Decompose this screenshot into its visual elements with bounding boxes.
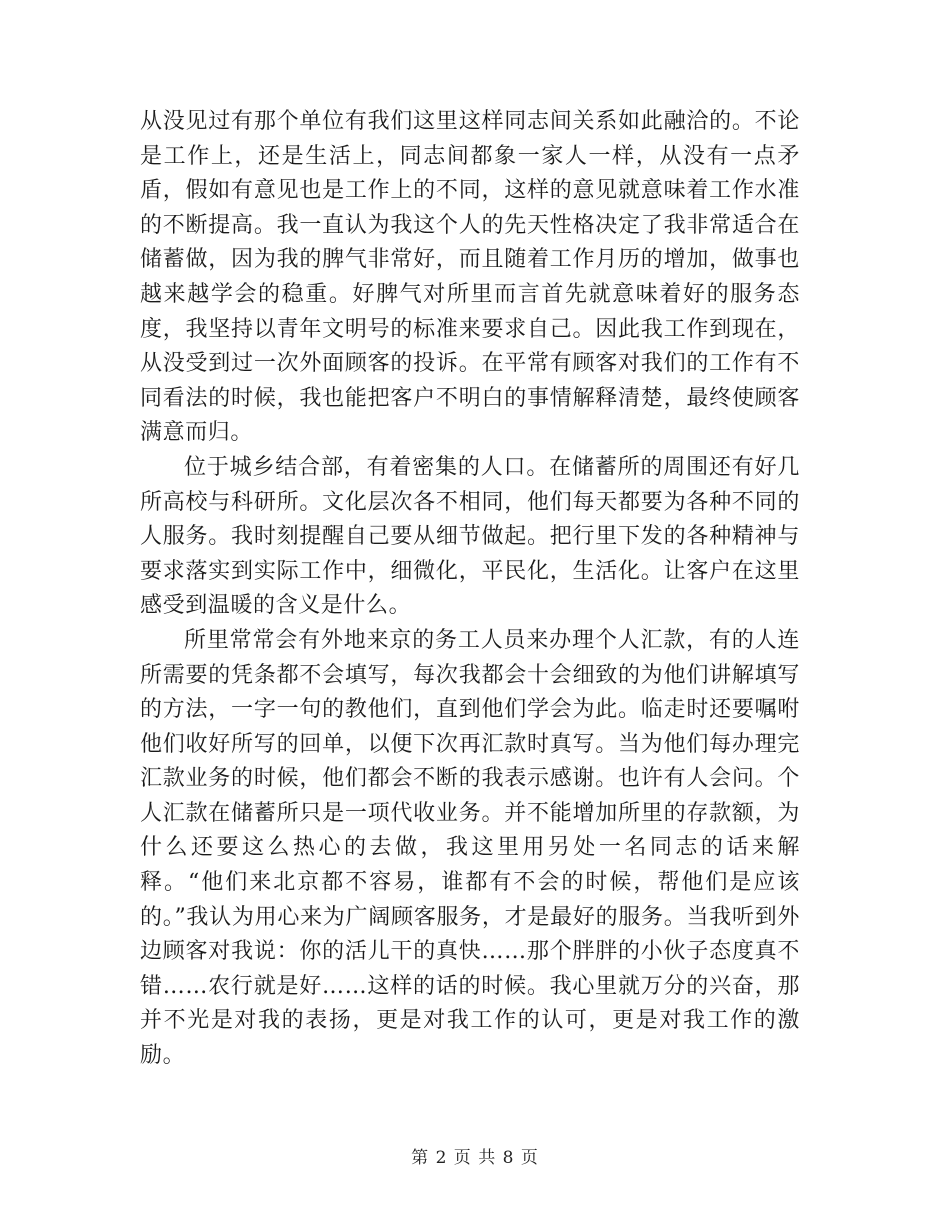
paragraph-2: 位于城乡结合部，有着密集的人口。在储蓄所的周围还有好几所高校与科研所。文化层次各不相同，他们每天都要为各种不同的人服务。我时刻提醒自己要从细节做起。把行里下发的各种精神与要求落实到实际工作中，细微化，平民化，生活化。让客户在这里感受到温暖的含义是什么。 [140,454,800,619]
paragraph-3: 所里常常会有外地来京的务工人员来办理个人汇款，有的人连所需要的凭条都不会填写，每次我都会十会细致的为他们讲解填写的方法，一字一句的教他们，直到他们学会为此。临走时还要嘱咐他们收好所写的回单，以便下次再汇款时真写。当为他们每办理完汇款业务的时候，他们都会不断的我表示感谢。也许有人会问。个人汇款在储蓄所只是一项代收业务。并不能增加所里的存款额，为什么还要这么热心的去做，我这里用另处一名同志的话来解释。“他们来北京都不容易，谁都有不会的时候，帮他们是应该的。”我认为用心来为广阔顾客服务，才是最好的服务。当我听到外边顾客对我说：你的活儿干的真快……那个胖胖的小伙子态度真不错……农行就是好……这样的话的时候。我心里就万分的兴奋，那并不光是对我的表扬，更是对我工作的认可，更是对我工作的激励。 [140,627,800,1069]
page-footer [0,1146,950,1170]
footer-suffix: 页 [520,1148,539,1168]
footer-total-pages: 8 [502,1148,515,1168]
footer-current-page: 2 [435,1148,448,1168]
footer-middle: 页 共 [453,1148,497,1168]
paragraph-1: 从没见过有那个单位有我们这里这样同志间关系如此融洽的。不论是工作上，还是生活上，同志间都象一家人一样，从没有一点矛盾，假如有意见也是工作上的不同，这样的意见就意味着工作水准的不断提高。我一直认为我这个人的先天性格决定了我非常适合在储蓄做，因为我的脾气非常好，而且随着工作月历的增加，做事也越来越学会的稳重。好脾气对所里而言首先就意味着好的服务态度，我坚持以青年文明号的标准来要求自己。因此我工作到现在，从没受到过一次外面顾客的投诉。在平常有顾客对我们的工作有不同看法的时候，我也能把客户不明白的事情解释清楚，最终使顾客满意而归。 [140,109,800,446]
footer-prefix: 第 [411,1148,430,1168]
document-body [140,105,800,1074]
